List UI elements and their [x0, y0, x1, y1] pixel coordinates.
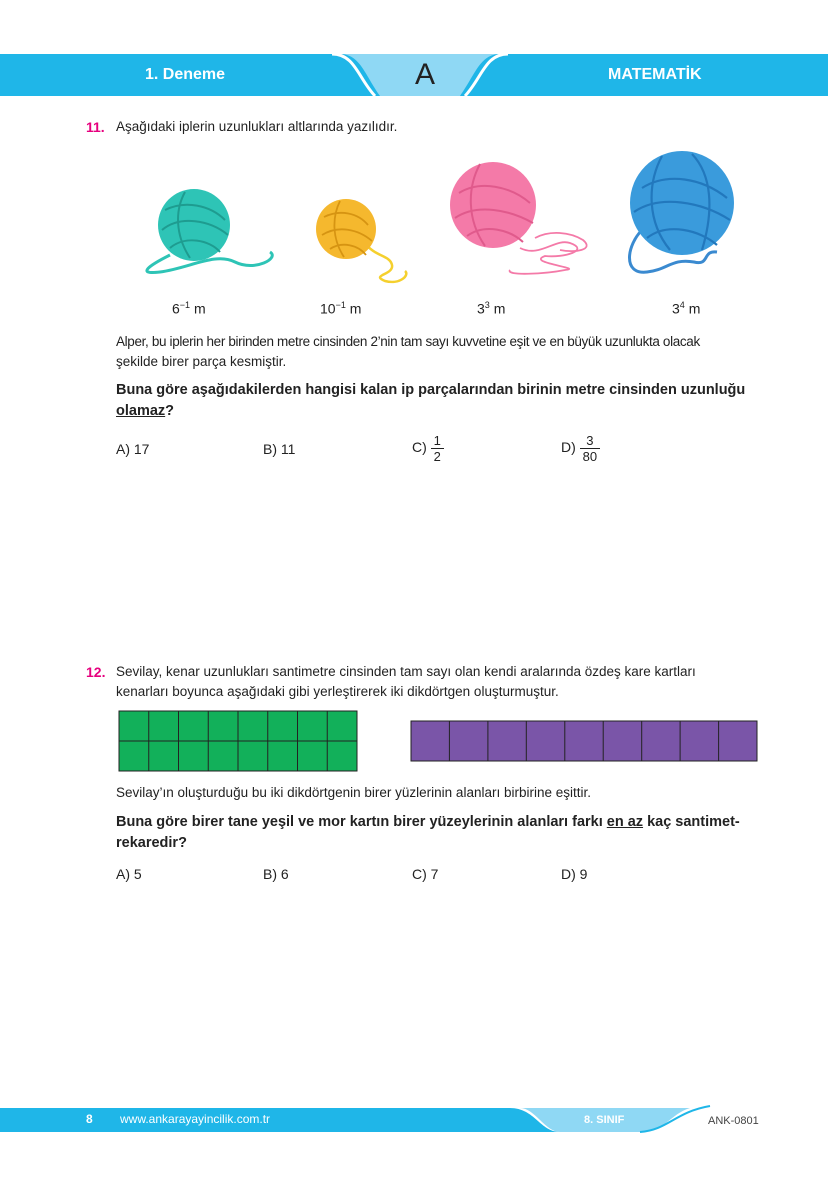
option-value: 5	[133, 866, 142, 882]
fraction-numerator: 1	[433, 433, 441, 448]
label-unit: m	[688, 300, 701, 317]
question-body-line1: Alper, bu iplerin her birinden metre cinsinden 2’nin tam sayı kuvvetine eşit ve en büyük uzunlukta olacak	[116, 334, 700, 349]
grade-label: 8. SINIF	[584, 1114, 625, 1126]
booklet-code: ANK-0801	[708, 1115, 759, 1127]
option-label: B)	[263, 441, 277, 457]
question-stem-line1: Buna göre aşağıdakilerden hangisi kalan ip parçalarından birinin metre cinsinden uzunluğu	[116, 382, 746, 398]
stem-part2: kaç santimet-	[643, 814, 740, 830]
fraction	[431, 433, 444, 464]
label-unit: m	[349, 300, 362, 317]
question-intro-line1: Sevilay, kenar uzunlukları santimetre cinsinden tam sayı olan kendi aralarında özdeş kare kartları	[116, 664, 696, 679]
label-exponent: −1	[179, 300, 191, 310]
yarn-label-3	[477, 300, 505, 317]
option-label: C)	[412, 866, 427, 882]
label-exponent: 3	[484, 300, 490, 310]
question-stem-line1	[116, 812, 740, 833]
option-label: B)	[263, 866, 277, 882]
question-body: Sevilay’ın oluşturduğu bu iki dikdörtgenin birer yüzlerinin alanları birbirine eşittir.	[116, 785, 591, 800]
page-number: 8	[86, 1112, 93, 1126]
fraction	[580, 433, 600, 464]
question-number: 11.	[86, 119, 105, 135]
stem-part1: Buna göre birer tane yeşil ve mor kartın birer yüzeylerinin alanları farkı	[116, 814, 607, 830]
option-a[interactable]	[116, 441, 149, 457]
fraction-numerator: 3	[586, 433, 594, 448]
question-intro-line2: kenarları boyunca aşağıdaki gibi yerleştirerek iki dikdörtgen oluşturmuştur.	[116, 684, 559, 699]
option-label: A)	[116, 441, 130, 457]
label-exponent: −1	[335, 300, 346, 310]
label-unit: m	[193, 300, 206, 317]
option-b[interactable]	[263, 441, 295, 457]
fraction-denominator: 2	[431, 448, 444, 464]
label-base: 6	[172, 300, 180, 317]
option-value: 9	[579, 866, 588, 882]
option-value: 17	[133, 441, 150, 457]
yarn-label-1	[172, 300, 206, 317]
question-stem-line2: rekaredir?	[116, 835, 187, 851]
green-rectangle	[118, 710, 358, 772]
label-base: 10	[320, 300, 336, 317]
question-stem-line2	[116, 401, 174, 422]
stem-end: ?	[165, 403, 175, 419]
option-b[interactable]	[263, 866, 289, 882]
option-d[interactable]	[561, 433, 600, 464]
yarn-ball-pink	[445, 158, 595, 283]
option-d[interactable]	[561, 866, 587, 882]
fraction-denominator: 80	[580, 448, 600, 464]
option-value: 7	[430, 866, 439, 882]
option-c[interactable]	[412, 866, 438, 882]
label-base: 3	[672, 300, 680, 317]
question-intro: Aşağıdaki iplerin uzunlukları altlarında yazılıdır.	[116, 119, 398, 134]
question-number: 12.	[86, 664, 106, 680]
option-value: 6	[280, 866, 289, 882]
header-subject: MATEMATİK	[608, 66, 702, 83]
label-base: 3	[477, 300, 485, 317]
option-a[interactable]	[116, 866, 142, 882]
header-exam-title: 1. Deneme	[145, 66, 226, 83]
yarn-label-2	[320, 300, 361, 317]
yarn-ball-teal	[130, 180, 280, 280]
yarn-ball-blue	[622, 150, 742, 280]
label-exponent: 4	[679, 300, 685, 310]
option-label: A)	[116, 866, 130, 882]
purple-rectangle	[410, 720, 758, 762]
question-body-line2: şekilde birer parça kesmiştir.	[116, 354, 287, 369]
option-value: 11	[280, 441, 296, 457]
publisher-url[interactable]: www.ankarayayincilik.com.tr	[120, 1112, 271, 1126]
stem-underlined: olamaz	[116, 403, 166, 419]
option-label: D)	[561, 439, 576, 456]
yarn-label-4	[672, 300, 700, 317]
option-label: D)	[561, 866, 576, 882]
booklet-letter: A	[414, 58, 435, 91]
option-c[interactable]	[412, 433, 444, 464]
option-label: C)	[412, 439, 427, 456]
stem-underlined: en az	[606, 814, 644, 830]
label-unit: m	[493, 300, 506, 317]
yarn-ball-yellow	[310, 195, 420, 285]
